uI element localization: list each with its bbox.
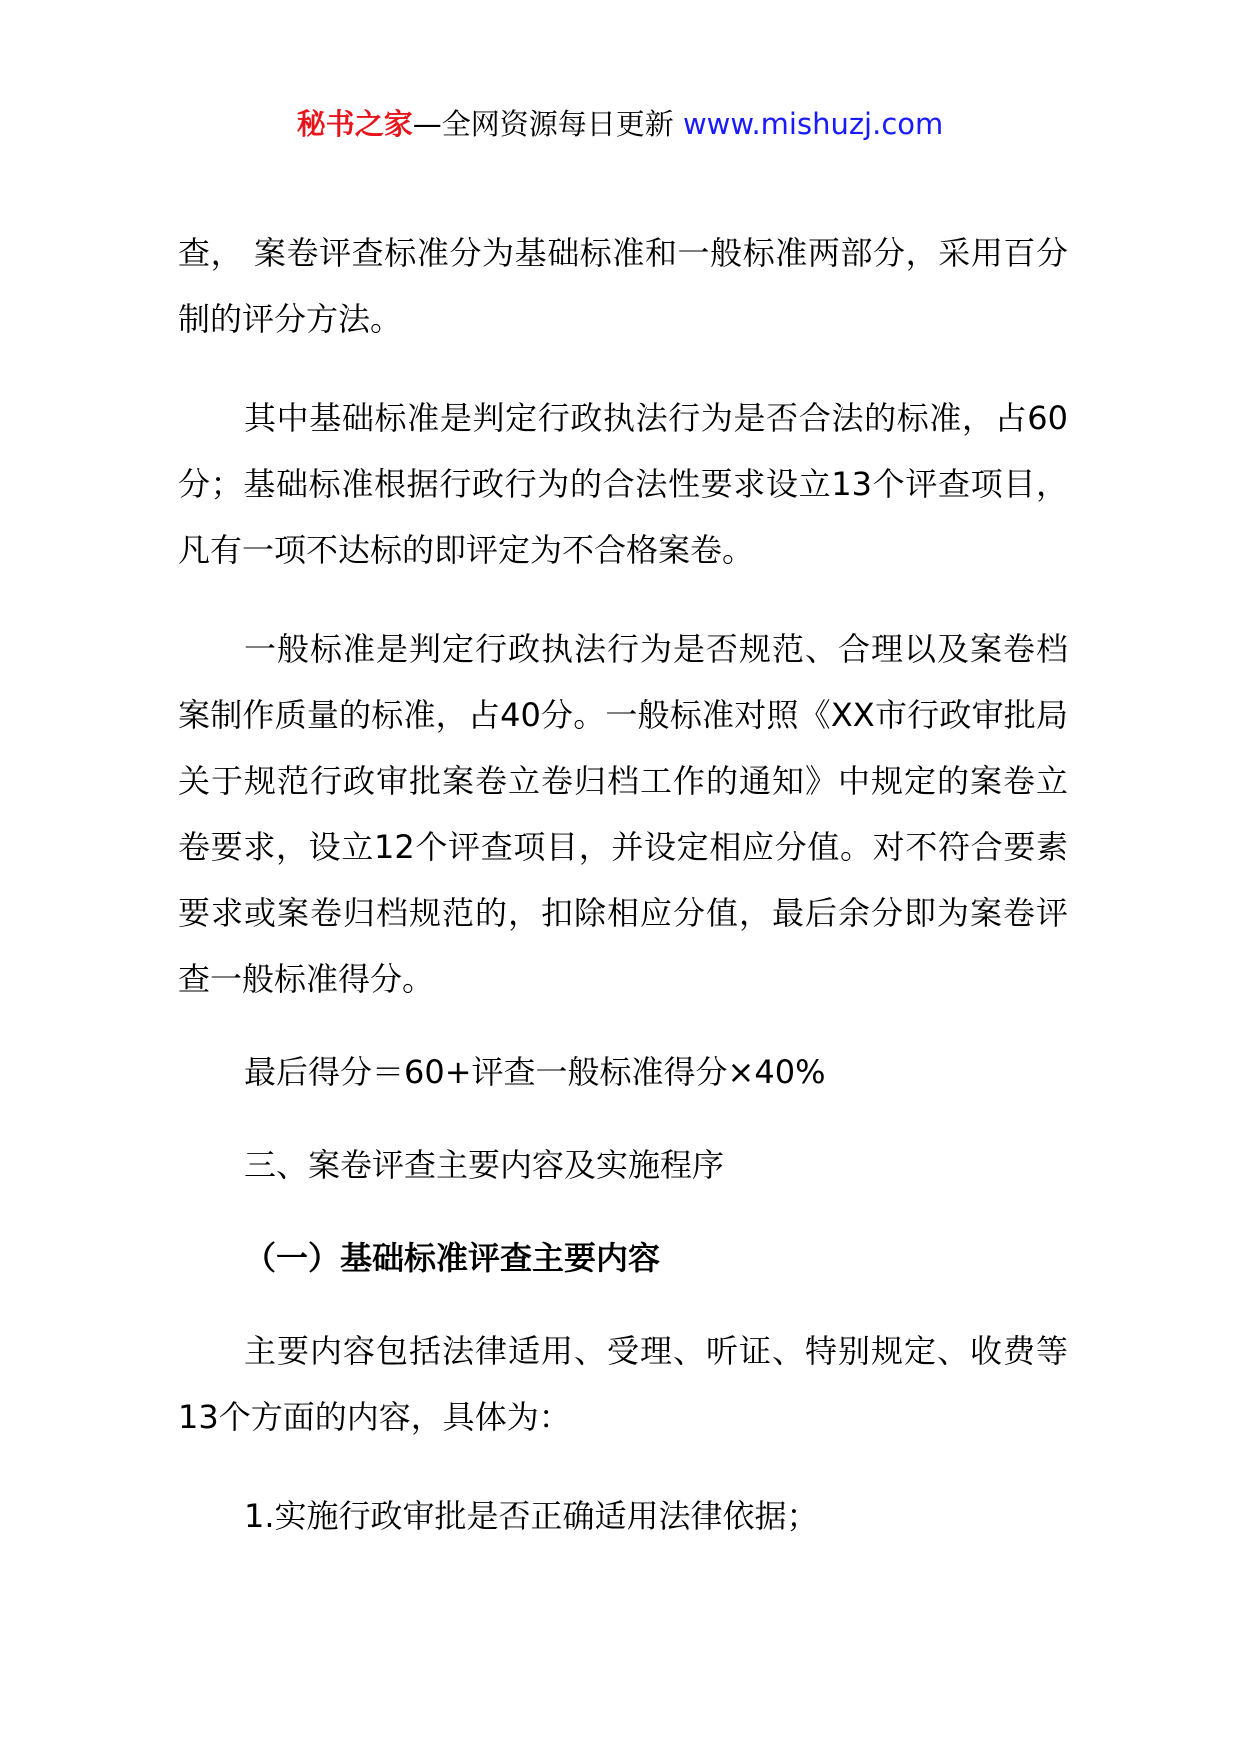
section-heading-three: 三、案卷评查主要内容及实施程序 — [244, 1146, 725, 1184]
site-header — [0, 104, 1240, 144]
list-item-1: 1.实施行政审批是否正确适用法律依据； — [244, 1497, 819, 1535]
subsection-heading-one: （一）基础标准评查主要内容 — [244, 1239, 661, 1277]
paragraph-general-standard: 一般标准是判定行政执法行为是否规范、合理以及案卷档案制作质量的标准，占40分。一般标准对照《XX市行政审批局关于规范行政审批案卷立卷归档工作的通知》中规定的案卷立卷要求，设立12个评查项目，并设定相应分值。对不符合要素要求或案卷归档规范的，扣除相应分值，最后余分即为案卷评查一般标准得分。 — [178, 630, 1068, 998]
paragraph-main-content: 主要内容包括法律适用、受理、听证、特别规定、收费等13个方面的内容，具体为： — [178, 1332, 1068, 1436]
document-body — [178, 220, 1068, 1549]
paragraph-scoring-method: 查， 案卷评查标准分为基础标准和一般标准两部分，采用百分制的评分方法。 — [178, 234, 1068, 338]
header-tagline: —全网资源每日更新 — [412, 107, 683, 141]
site-url-link[interactable]: www.mishuzj.com — [682, 107, 944, 141]
brand-name: 秘书之家 — [296, 107, 413, 141]
paragraph-basic-standard: 其中基础标准是判定行政执法行为是否合法的标准，占60分；基础标准根据行政行为的合法性要求设立13个评查项目，凡有一项不达标的即评定为不合格案卷。 — [178, 399, 1068, 569]
paragraph-final-score-formula: 最后得分＝60+评查一般标准得分×40% — [244, 1053, 826, 1091]
